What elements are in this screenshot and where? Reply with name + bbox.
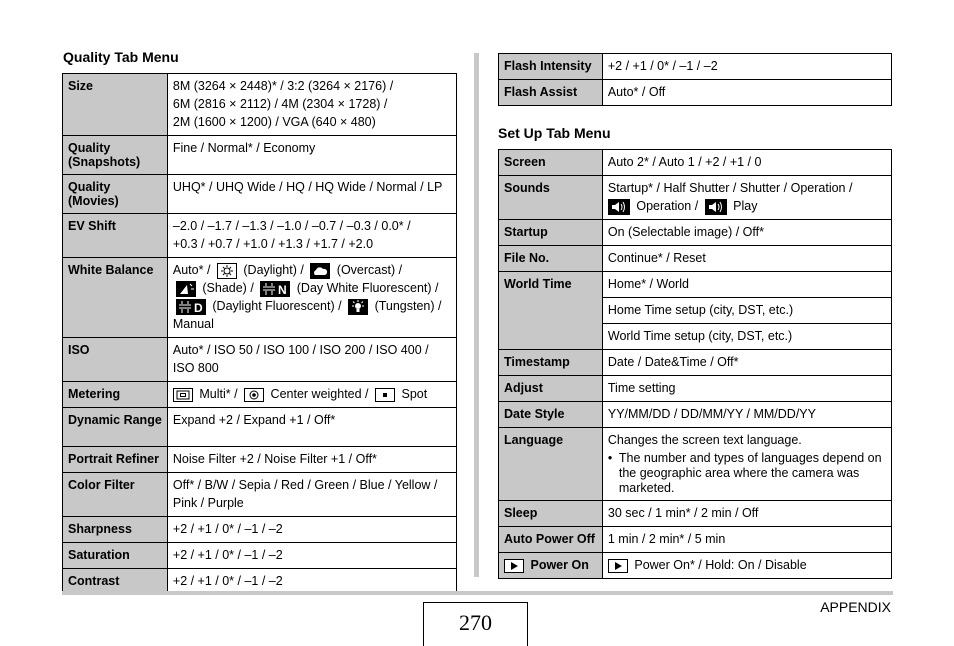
row-value: World Time setup (city, DST, etc.) [602, 324, 891, 350]
wb-overcast: (Overcast) / [336, 263, 403, 277]
row-value: Home Time setup (city, DST, etc.) [602, 298, 891, 324]
metering-center: Center weighted / [270, 387, 369, 401]
row-value: Auto* / Off [602, 80, 891, 106]
table-row [499, 402, 892, 428]
table-row [63, 175, 457, 214]
table-row [63, 338, 457, 382]
shade-icon [176, 281, 196, 297]
table-row [499, 527, 892, 553]
table-row [499, 350, 892, 376]
table-row [499, 553, 892, 579]
row-value [167, 214, 456, 258]
speaker-icon [705, 199, 727, 215]
row-key: Dynamic Range [63, 408, 168, 447]
wb-daylight-fluor: (Daylight Fluorescent) / [212, 299, 342, 313]
quality-table [62, 73, 457, 595]
row-key: EV Shift [63, 214, 168, 258]
setup-table [498, 149, 892, 579]
row-value: +2 / +1 / 0* / –1 / –2 [167, 543, 456, 569]
table-row [499, 246, 892, 272]
row-key: Timestamp [499, 350, 603, 376]
value-line: Auto* / ISO 50 / ISO 100 / ISO 200 / ISO 400 / [172, 343, 429, 357]
table-row [63, 258, 457, 338]
language-note [608, 451, 886, 496]
row-value: Continue* / Reset [602, 246, 891, 272]
table-row [63, 543, 457, 569]
row-key: Sleep [499, 501, 603, 527]
metering-spot: Spot [401, 387, 428, 401]
row-key: Sharpness [63, 517, 168, 543]
row-key: Power On [530, 558, 589, 572]
row-value: 1 min / 2 min* / 5 min [602, 527, 891, 553]
row-value: UHQ* / UHQ Wide / HQ / HQ Wide / Normal / LP [167, 175, 456, 214]
row-value [167, 473, 456, 517]
table-row [63, 473, 457, 517]
row-key: Quality (Snapshots) [63, 136, 168, 175]
table-row [499, 376, 892, 402]
row-key: Flash Intensity [499, 54, 603, 80]
table-row [63, 517, 457, 543]
row-value [167, 74, 456, 136]
row-key: ISO [63, 338, 168, 382]
white-balance-value [167, 258, 456, 338]
row-value: Home* / World [602, 272, 891, 298]
value-line: –2.0 / –1.7 / –1.3 / –1.0 / –0.7 / –0.3 / 0.0* / [172, 219, 411, 233]
value-line: Pink / Purple [172, 496, 244, 510]
value-line: Startup* / Half Shutter / Shutter / Operation / [607, 181, 853, 195]
wb-day-white: (Day White Fluorescent) / [296, 281, 439, 295]
sun-icon [217, 263, 237, 279]
row-key: Startup [499, 220, 603, 246]
row-value: YY/MM/DD / DD/MM/YY / MM/DD/YY [602, 402, 891, 428]
row-key: Screen [499, 150, 603, 176]
wb-tungsten: (Tungsten) / [374, 299, 442, 313]
wb-shade: (Shade) / [202, 281, 254, 295]
sounds-operation: Operation / [636, 199, 699, 213]
row-key: White Balance [63, 258, 168, 338]
row-key: Portrait Refiner [63, 447, 168, 473]
value-line: 8M (3264 × 2448)* / 3:2 (3264 × 2176) / [172, 79, 394, 93]
footer-rule [62, 591, 893, 595]
sounds-value [602, 176, 891, 220]
row-value: Auto 2* / Auto 1 / +2 / +1 / 0 [602, 150, 891, 176]
value-line: Changes the screen text language. [607, 433, 802, 447]
section-label: APPENDIX [820, 599, 891, 615]
row-key: Size [63, 74, 168, 136]
d-mark: D [193, 300, 203, 315]
metering-multi: Multi* / [199, 387, 238, 401]
table-row [499, 150, 892, 176]
wb-daylight: (Daylight) / [243, 263, 304, 277]
table-row [63, 136, 457, 175]
play-icon [504, 559, 524, 573]
speaker-icon [608, 199, 630, 215]
n-mark: N [278, 282, 287, 297]
row-value: Power On* / Hold: On / Disable [634, 558, 807, 572]
value-line: +0.3 / +0.7 / +1.0 / +1.3 / +1.7 / +2.0 [172, 237, 374, 251]
row-key: Saturation [63, 543, 168, 569]
language-value [602, 428, 891, 501]
sounds-play: Play [733, 199, 758, 213]
row-value: Fine / Normal* / Economy [167, 136, 456, 175]
bullet-text: The number and types of languages depend on the geographic area where the camera was marketed. [618, 451, 882, 495]
row-key: Sounds [499, 176, 603, 220]
table-row [63, 447, 457, 473]
row-value: Expand +2 / Expand +1 / Off* [167, 408, 456, 447]
row-key: Date Style [499, 402, 603, 428]
table-row [499, 220, 892, 246]
table-row [499, 80, 892, 106]
wb-auto: Auto* / [172, 263, 211, 277]
table-row [63, 214, 457, 258]
flash-table [498, 53, 892, 106]
row-value: 30 sec / 1 min* / 2 min / Off [602, 501, 891, 527]
row-key: World Time [499, 272, 603, 350]
power-on-key [499, 553, 603, 579]
tungsten-icon [348, 299, 368, 315]
table-row [63, 408, 457, 447]
cloud-icon [310, 263, 330, 279]
row-key: Adjust [499, 376, 603, 402]
row-value: +2 / +1 / 0* / –1 / –2 [167, 569, 456, 595]
column-divider [474, 53, 479, 577]
row-value: Noise Filter +2 / Noise Filter +1 / Off* [167, 447, 456, 473]
table-row [63, 382, 457, 408]
page-number: 270 [423, 602, 528, 646]
table-row [499, 176, 892, 220]
quality-tab-title: Quality Tab Menu [63, 49, 179, 65]
table-row [499, 428, 892, 501]
row-key: Language [499, 428, 603, 501]
metering-value [167, 382, 456, 408]
multi-metering-icon [173, 388, 193, 402]
row-key: Flash Assist [499, 80, 603, 106]
row-key: Auto Power Off [499, 527, 603, 553]
table-row [499, 272, 892, 298]
row-key: Quality (Movies) [63, 175, 168, 214]
row-key: Contrast [63, 569, 168, 595]
fluorescent-d-icon [176, 299, 206, 315]
row-value: +2 / +1 / 0* / –1 / –2 [602, 54, 891, 80]
row-value [167, 338, 456, 382]
row-value: Date / Date&Time / Off* [602, 350, 891, 376]
setup-tab-title: Set Up Tab Menu [498, 125, 611, 141]
value-line: 6M (2816 × 2112) / 4M (2304 × 1728) / [172, 97, 388, 111]
center-weighted-icon [244, 388, 264, 402]
value-line: Off* / B/W / Sepia / Red / Green / Blue / Yellow / [172, 478, 438, 492]
play-icon [608, 559, 628, 573]
power-on-value [602, 553, 891, 579]
value-line: ISO 800 [172, 361, 219, 375]
table-row [63, 74, 457, 136]
row-key: File No. [499, 246, 603, 272]
value-line: 2M (1600 × 1200) / VGA (640 × 480) [172, 115, 376, 129]
row-value: +2 / +1 / 0* / –1 / –2 [167, 517, 456, 543]
wb-manual: Manual [172, 317, 214, 331]
row-value: On (Selectable image) / Off* [602, 220, 891, 246]
row-key: Metering [63, 382, 168, 408]
row-value: Time setting [602, 376, 891, 402]
table-row [499, 501, 892, 527]
row-key: Color Filter [63, 473, 168, 517]
table-row [499, 54, 892, 80]
bullet-mark: • [607, 451, 613, 465]
fluorescent-n-icon [260, 281, 290, 297]
spot-metering-icon [375, 388, 395, 402]
